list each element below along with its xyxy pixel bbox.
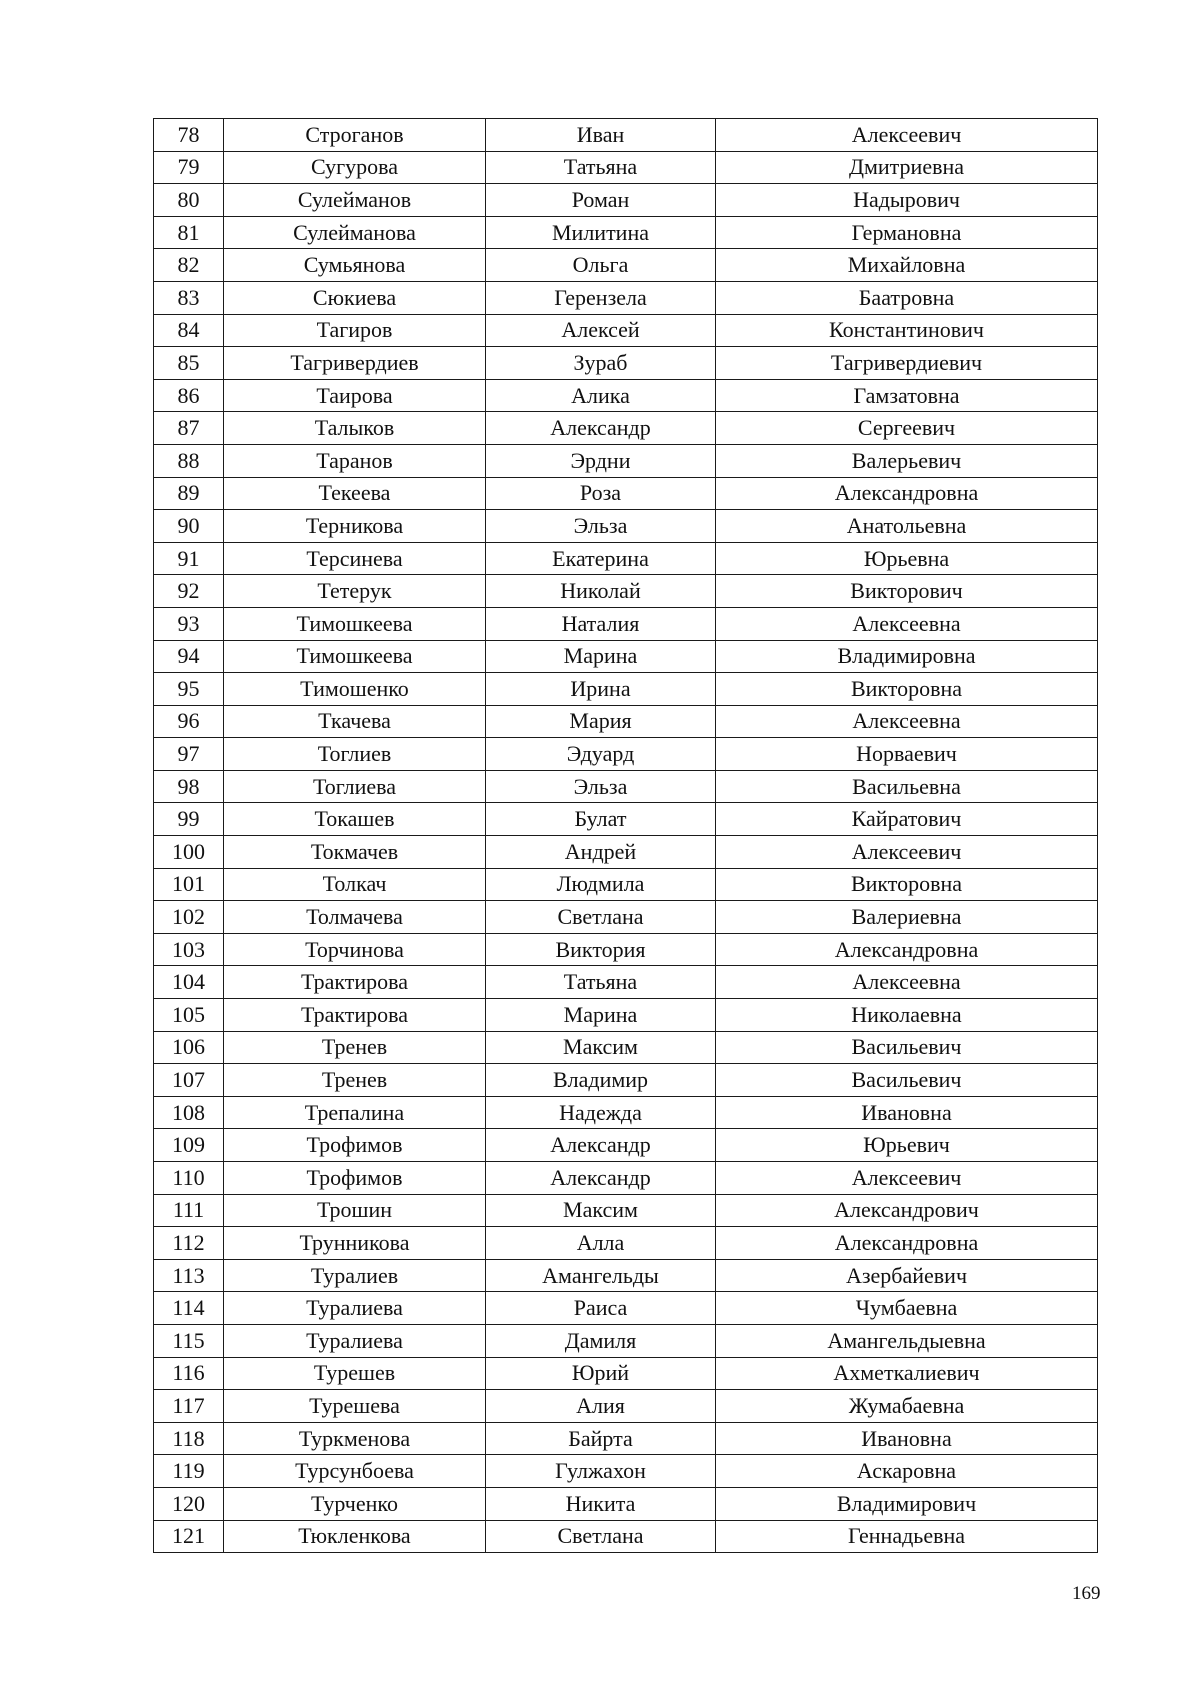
last-name-cell: Сумьянова	[224, 249, 486, 282]
row-number-cell: 82	[154, 249, 224, 282]
table-row	[154, 249, 1098, 282]
row-number-cell: 101	[154, 868, 224, 901]
first-name-cell: Раиса	[486, 1292, 716, 1325]
page-number: 169	[1072, 1583, 1101, 1604]
table-row	[154, 770, 1098, 803]
last-name-cell: Талыков	[224, 412, 486, 445]
first-name-cell: Максим	[486, 1194, 716, 1227]
patronymic-cell: Юрьевич	[716, 1129, 1098, 1162]
row-number-cell: 118	[154, 1422, 224, 1455]
patronymic-cell: Константинович	[716, 314, 1098, 347]
last-name-cell: Токашев	[224, 803, 486, 836]
first-name-cell: Юрий	[486, 1357, 716, 1390]
first-name-cell: Герензела	[486, 281, 716, 314]
row-number-cell: 107	[154, 1064, 224, 1097]
first-name-cell: Мария	[486, 705, 716, 738]
patronymic-cell: Владимировна	[716, 640, 1098, 673]
row-number-cell: 92	[154, 575, 224, 608]
last-name-cell: Таирова	[224, 379, 486, 412]
patronymic-cell: Валериевна	[716, 901, 1098, 934]
table-row	[154, 477, 1098, 510]
first-name-cell: Ирина	[486, 673, 716, 706]
last-name-cell: Туралиев	[224, 1259, 486, 1292]
row-number-cell: 109	[154, 1129, 224, 1162]
row-number-cell: 91	[154, 542, 224, 575]
patronymic-cell: Алексеевич	[716, 836, 1098, 869]
row-number-cell: 117	[154, 1390, 224, 1423]
first-name-cell: Эльза	[486, 510, 716, 543]
row-number-cell: 104	[154, 966, 224, 999]
row-number-cell: 88	[154, 444, 224, 477]
row-number-cell: 115	[154, 1324, 224, 1357]
last-name-cell: Тоглиева	[224, 770, 486, 803]
first-name-cell: Татьяна	[486, 966, 716, 999]
table-row	[154, 803, 1098, 836]
row-number-cell: 79	[154, 151, 224, 184]
patronymic-cell: Васильевич	[716, 1064, 1098, 1097]
table-row	[154, 673, 1098, 706]
row-number-cell: 116	[154, 1357, 224, 1390]
patronymic-cell: Александровна	[716, 1227, 1098, 1260]
table-row	[154, 1162, 1098, 1195]
table-row	[154, 933, 1098, 966]
patronymic-cell: Азербайевич	[716, 1259, 1098, 1292]
patronymic-cell: Анатольевна	[716, 510, 1098, 543]
first-name-cell: Иван	[486, 119, 716, 152]
last-name-cell: Тренев	[224, 1064, 486, 1097]
first-name-cell: Марина	[486, 999, 716, 1032]
row-number-cell: 98	[154, 770, 224, 803]
patronymic-cell: Жумабаевна	[716, 1390, 1098, 1423]
row-number-cell: 90	[154, 510, 224, 543]
table-row	[154, 151, 1098, 184]
last-name-cell: Турешева	[224, 1390, 486, 1423]
last-name-cell: Тимошкеева	[224, 640, 486, 673]
first-name-cell: Ольга	[486, 249, 716, 282]
first-name-cell: Алла	[486, 1227, 716, 1260]
last-name-cell: Трактирова	[224, 966, 486, 999]
patronymic-cell: Алексеевна	[716, 607, 1098, 640]
table-row	[154, 607, 1098, 640]
table-row	[154, 379, 1098, 412]
table-row	[154, 314, 1098, 347]
first-name-cell: Надежда	[486, 1096, 716, 1129]
row-number-cell: 100	[154, 836, 224, 869]
row-number-cell: 111	[154, 1194, 224, 1227]
table-row	[154, 281, 1098, 314]
first-name-cell: Александр	[486, 1162, 716, 1195]
row-number-cell: 80	[154, 184, 224, 217]
patronymic-cell: Викторовна	[716, 868, 1098, 901]
patronymic-cell: Кайратович	[716, 803, 1098, 836]
names-table	[153, 118, 1098, 1553]
last-name-cell: Трофимов	[224, 1129, 486, 1162]
patronymic-cell: Михайловна	[716, 249, 1098, 282]
first-name-cell: Роман	[486, 184, 716, 217]
row-number-cell: 114	[154, 1292, 224, 1325]
first-name-cell: Екатерина	[486, 542, 716, 575]
first-name-cell: Андрей	[486, 836, 716, 869]
last-name-cell: Ткачева	[224, 705, 486, 738]
row-number-cell: 102	[154, 901, 224, 934]
patronymic-cell: Николаевна	[716, 999, 1098, 1032]
table-row	[154, 1227, 1098, 1260]
first-name-cell: Владимир	[486, 1064, 716, 1097]
row-number-cell: 108	[154, 1096, 224, 1129]
patronymic-cell: Юрьевна	[716, 542, 1098, 575]
table-row	[154, 1096, 1098, 1129]
patronymic-cell: Гамзатовна	[716, 379, 1098, 412]
last-name-cell: Тоглиев	[224, 738, 486, 771]
row-number-cell: 94	[154, 640, 224, 673]
patronymic-cell: Александрович	[716, 1194, 1098, 1227]
table-row	[154, 1357, 1098, 1390]
patronymic-cell: Ивановна	[716, 1422, 1098, 1455]
table-row	[154, 705, 1098, 738]
names-table-body	[154, 119, 1098, 1553]
last-name-cell: Тимошенко	[224, 673, 486, 706]
last-name-cell: Турченко	[224, 1487, 486, 1520]
row-number-cell: 93	[154, 607, 224, 640]
first-name-cell: Никита	[486, 1487, 716, 1520]
table-row	[154, 1422, 1098, 1455]
row-number-cell: 81	[154, 216, 224, 249]
first-name-cell: Алика	[486, 379, 716, 412]
patronymic-cell: Валерьевич	[716, 444, 1098, 477]
first-name-cell: Светлана	[486, 901, 716, 934]
first-name-cell: Татьяна	[486, 151, 716, 184]
row-number-cell: 112	[154, 1227, 224, 1260]
first-name-cell: Байрта	[486, 1422, 716, 1455]
last-name-cell: Тагиров	[224, 314, 486, 347]
row-number-cell: 89	[154, 477, 224, 510]
first-name-cell: Булат	[486, 803, 716, 836]
first-name-cell: Амангельды	[486, 1259, 716, 1292]
table-row	[154, 738, 1098, 771]
first-name-cell: Максим	[486, 1031, 716, 1064]
last-name-cell: Текеева	[224, 477, 486, 510]
last-name-cell: Трактирова	[224, 999, 486, 1032]
row-number-cell: 87	[154, 412, 224, 445]
row-number-cell: 119	[154, 1455, 224, 1488]
patronymic-cell: Германовна	[716, 216, 1098, 249]
patronymic-cell: Чумбаевна	[716, 1292, 1098, 1325]
first-name-cell: Зураб	[486, 347, 716, 380]
row-number-cell: 110	[154, 1162, 224, 1195]
first-name-cell: Роза	[486, 477, 716, 510]
table-row	[154, 1031, 1098, 1064]
last-name-cell: Сугурова	[224, 151, 486, 184]
last-name-cell: Тимошкеева	[224, 607, 486, 640]
first-name-cell: Александр	[486, 1129, 716, 1162]
patronymic-cell: Владимирович	[716, 1487, 1098, 1520]
first-name-cell: Виктория	[486, 933, 716, 966]
first-name-cell: Алексей	[486, 314, 716, 347]
patronymic-cell: Аскаровна	[716, 1455, 1098, 1488]
table-row	[154, 1129, 1098, 1162]
table-row	[154, 868, 1098, 901]
row-number-cell: 83	[154, 281, 224, 314]
last-name-cell: Турсунбоева	[224, 1455, 486, 1488]
table-row	[154, 444, 1098, 477]
row-number-cell: 121	[154, 1520, 224, 1553]
table-row	[154, 1259, 1098, 1292]
patronymic-cell: Александровна	[716, 933, 1098, 966]
last-name-cell: Тетерук	[224, 575, 486, 608]
first-name-cell: Эльза	[486, 770, 716, 803]
row-number-cell: 95	[154, 673, 224, 706]
last-name-cell: Толмачева	[224, 901, 486, 934]
last-name-cell: Тренев	[224, 1031, 486, 1064]
table-row	[154, 575, 1098, 608]
first-name-cell: Гулжахон	[486, 1455, 716, 1488]
patronymic-cell: Баатровна	[716, 281, 1098, 314]
last-name-cell: Терсинева	[224, 542, 486, 575]
table-row	[154, 1324, 1098, 1357]
patronymic-cell: Ивановна	[716, 1096, 1098, 1129]
table-row	[154, 216, 1098, 249]
table-row	[154, 1487, 1098, 1520]
last-name-cell: Туркменова	[224, 1422, 486, 1455]
first-name-cell: Александр	[486, 412, 716, 445]
row-number-cell: 85	[154, 347, 224, 380]
patronymic-cell: Викторович	[716, 575, 1098, 608]
table-row	[154, 640, 1098, 673]
patronymic-cell: Надырович	[716, 184, 1098, 217]
row-number-cell: 105	[154, 999, 224, 1032]
last-name-cell: Терникова	[224, 510, 486, 543]
patronymic-cell: Викторовна	[716, 673, 1098, 706]
row-number-cell: 103	[154, 933, 224, 966]
patronymic-cell: Дмитриевна	[716, 151, 1098, 184]
table-row	[154, 999, 1098, 1032]
last-name-cell: Трошин	[224, 1194, 486, 1227]
first-name-cell: Светлана	[486, 1520, 716, 1553]
first-name-cell: Наталия	[486, 607, 716, 640]
first-name-cell: Марина	[486, 640, 716, 673]
patronymic-cell: Геннадьевна	[716, 1520, 1098, 1553]
last-name-cell: Туралиева	[224, 1292, 486, 1325]
first-name-cell: Людмила	[486, 868, 716, 901]
table-row	[154, 1455, 1098, 1488]
last-name-cell: Тюкленкова	[224, 1520, 486, 1553]
last-name-cell: Трофимов	[224, 1162, 486, 1195]
last-name-cell: Строганов	[224, 119, 486, 152]
patronymic-cell: Амангельдыевна	[716, 1324, 1098, 1357]
patronymic-cell: Васильевич	[716, 1031, 1098, 1064]
row-number-cell: 96	[154, 705, 224, 738]
table-row	[154, 1064, 1098, 1097]
row-number-cell: 84	[154, 314, 224, 347]
last-name-cell: Сулейманов	[224, 184, 486, 217]
row-number-cell: 106	[154, 1031, 224, 1064]
patronymic-cell: Тагривердиевич	[716, 347, 1098, 380]
patronymic-cell: Ахметкалиевич	[716, 1357, 1098, 1390]
table-row	[154, 119, 1098, 152]
table-row	[154, 542, 1098, 575]
last-name-cell: Сюкиева	[224, 281, 486, 314]
table-row	[154, 901, 1098, 934]
table-row	[154, 347, 1098, 380]
table-row	[154, 1520, 1098, 1553]
table-row	[154, 510, 1098, 543]
last-name-cell: Сулейманова	[224, 216, 486, 249]
row-number-cell: 97	[154, 738, 224, 771]
row-number-cell: 99	[154, 803, 224, 836]
patronymic-cell: Алексеевич	[716, 1162, 1098, 1195]
patronymic-cell: Александровна	[716, 477, 1098, 510]
row-number-cell: 120	[154, 1487, 224, 1520]
row-number-cell: 78	[154, 119, 224, 152]
table-row	[154, 412, 1098, 445]
table-row	[154, 966, 1098, 999]
last-name-cell: Туралиева	[224, 1324, 486, 1357]
first-name-cell: Эдуард	[486, 738, 716, 771]
last-name-cell: Токмачев	[224, 836, 486, 869]
table-row	[154, 1390, 1098, 1423]
patronymic-cell: Алексеевич	[716, 119, 1098, 152]
patronymic-cell: Алексеевна	[716, 705, 1098, 738]
table-row	[154, 1194, 1098, 1227]
first-name-cell: Николай	[486, 575, 716, 608]
last-name-cell: Турешев	[224, 1357, 486, 1390]
row-number-cell: 113	[154, 1259, 224, 1292]
patronymic-cell: Васильевна	[716, 770, 1098, 803]
first-name-cell: Милитина	[486, 216, 716, 249]
row-number-cell: 86	[154, 379, 224, 412]
last-name-cell: Толкач	[224, 868, 486, 901]
last-name-cell: Тагривердиев	[224, 347, 486, 380]
last-name-cell: Таранов	[224, 444, 486, 477]
patronymic-cell: Сергеевич	[716, 412, 1098, 445]
last-name-cell: Трунникова	[224, 1227, 486, 1260]
first-name-cell: Дамиля	[486, 1324, 716, 1357]
table-row	[154, 1292, 1098, 1325]
last-name-cell: Торчинова	[224, 933, 486, 966]
patronymic-cell: Норваевич	[716, 738, 1098, 771]
last-name-cell: Трепалина	[224, 1096, 486, 1129]
first-name-cell: Эрдни	[486, 444, 716, 477]
table-row	[154, 836, 1098, 869]
patronymic-cell: Алексеевна	[716, 966, 1098, 999]
table-row	[154, 184, 1098, 217]
first-name-cell: Алия	[486, 1390, 716, 1423]
